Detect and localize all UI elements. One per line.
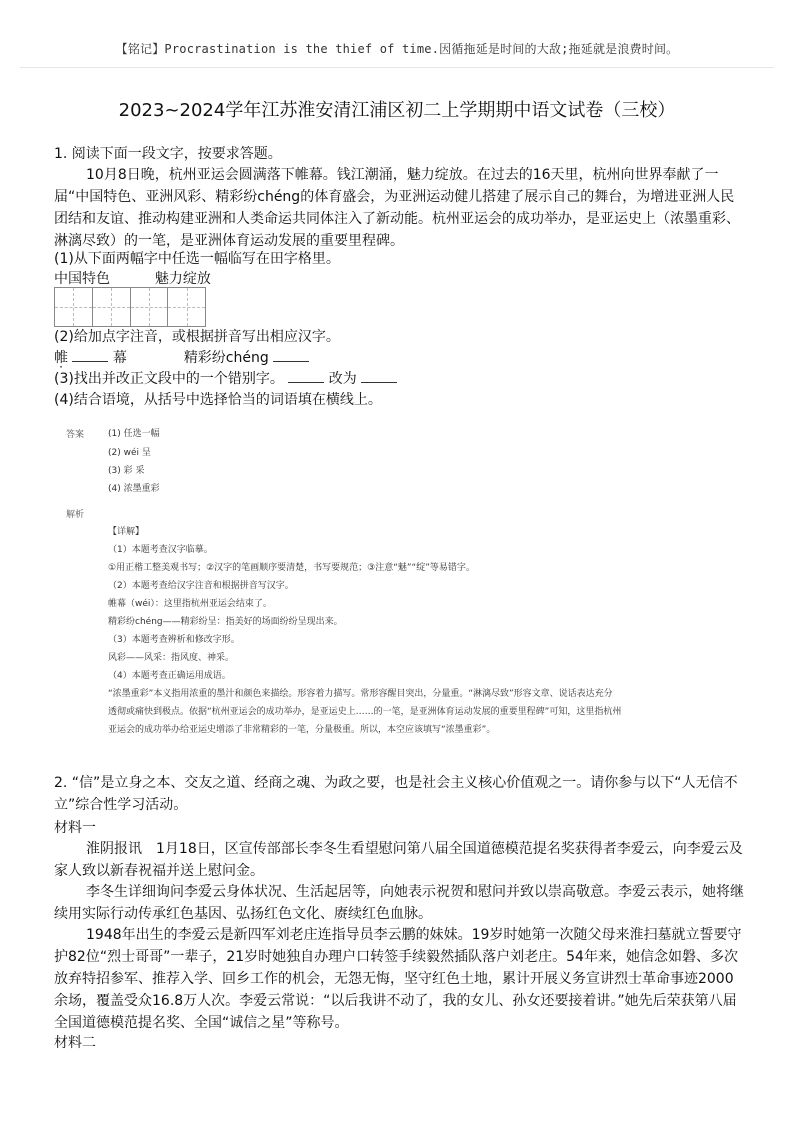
analysis-line: 亚运会的成功举办给亚运史增添了非常精彩的一笔，分量极重。所以，本空应该填写“浓墨重彩”。 <box>108 725 496 735</box>
grid-cell[interactable] <box>168 288 205 326</box>
grid-cell[interactable] <box>131 288 169 326</box>
motto-text: 【铭记】Procrastination is the thief of time.因循拖延是时间的大敌;拖延就是浪费时间。 <box>115 42 679 56</box>
answer-line-3: (3) 彩 采 <box>108 466 145 476</box>
exam-title: 2023~2024学年江苏淮安清江浦区初二上学期期中语文试卷（三校） <box>118 100 676 121</box>
q1-passage: 10月8日晚，杭州亚运会圆满落下帷幕。钱江潮涌，魅力绽放。在过去的16天里，杭州向世界奉献了一届“中国特色、亚洲风彩、精彩纷chéng的体育盛会，为亚洲运动健儿搭建了展示自己的舞台，为增进亚洲人民团结和友谊、推动构建亚洲和人类命运共同体注入了新动能。杭州亚运会的成功举办，是亚运史上（浓墨重彩、淋漓尽致）的一笔，是亚洲体育运动发展的重要里程碑。 <box>54 167 740 249</box>
analysis-line: 精彩纷chéng——精彩纷呈：指美好的场面纷纷呈现出来。 <box>108 617 343 627</box>
material-2-label: 材料二 <box>54 1035 96 1051</box>
answer-line-1: (1) 任选一幅 <box>108 429 160 439</box>
q1-sub3 <box>54 368 454 390</box>
analysis-line: “浓墨重彩”本义指用浓重的墨汁和颜色来描绘。形容着力描写。常形容醒目突出，分量重。“淋漓尽致”形容文章、说话表达充分 <box>108 689 613 699</box>
material-1-p3: 1948年出生的李爱云是新四军刘老庄连指导员李云鹏的妹妹。19岁时她第一次随父母来淮扫墓就立誓要守护82位“烈士哥哥”一辈子，21岁时她独自办理户口转签手续毅然插队落户刘老庄。54年来，她信念如磐、多次放弃特招参军、推荐入学、回乡工作的机会，无怨无悔，坚守红色土地，累计开展义务宣讲烈士革命事迹2000余场，覆盖受众16.8万人次。李爱云常说：“以后我讲不动了，我的女儿、孙女还要接着讲。”她先后荣获第八届全国道德模范提名奖、全国“诚信之星”等称号。 <box>54 927 742 1031</box>
q1-sub2-items <box>54 347 454 369</box>
answer-blank-4[interactable] <box>361 368 397 383</box>
sub2-char: 幕 <box>112 350 127 366</box>
analysis-line: 透彻或痛快到极点。依据“杭州亚运会的成功举办，是亚运史上……的一笔，是亚洲体育运动发展的重要里程碑”可知，这里指杭州 <box>108 707 622 717</box>
analysis-label: 解析 <box>66 510 85 520</box>
material-1-p2: 李冬生详细询问李爱云身体状况、生活起居等，向她表示祝贺和慰问并致以崇高敬意。李爱云表示，她将继续用实际行动传承红色基因、弘扬红色文化、赓续红色血脉。 <box>54 884 744 922</box>
analysis-line: （3）本题考查辨析和修改字形。 <box>108 635 240 645</box>
word-1: 中国特色 <box>54 271 110 287</box>
q2-intro: 2. “信”是立身之本、交友之道、经商之魂、为政之要，也是社会主义核心价值观之一。请你参与以下“人无信不立”综合性学习活动。 <box>54 775 738 813</box>
sub3-mid: 改为 <box>328 371 357 387</box>
tianzige-grid[interactable] <box>54 287 206 327</box>
answer-blank-1[interactable] <box>72 347 108 362</box>
analysis-line: 【详解】 <box>108 527 145 537</box>
q1-sub2: (2)给加点字注音，或根据拼音写出相应汉字。 <box>54 329 340 345</box>
material-1-p1: 淮阴报讯 1月18日，区宣传部部长李冬生看望慰问第八届全国道德模范提名奖获得者李爱云，向李爱云及家人致以新春祝福并送上慰问金。 <box>54 841 743 879</box>
answer-blank-3[interactable] <box>288 368 324 383</box>
header-divider <box>20 67 774 68</box>
sub3-text: (3)找出并改正文段中的一个错别字。 <box>54 371 284 387</box>
sub2-pinyin: 精彩纷chéng <box>183 350 269 366</box>
page-header <box>0 0 794 70</box>
q1-sub4: (4)结合语境，从括号中选择恰当的词语填在横线上。 <box>54 392 382 408</box>
q1-intro: 1. 阅读下面一段文字，按要求答题。 <box>54 146 282 162</box>
q1-sub1: (1)从下面两幅字中任选一幅临写在田字格里。 <box>54 251 340 267</box>
dotted-char: 帷 <box>54 350 68 366</box>
material-1-label: 材料一 <box>54 820 96 836</box>
analysis-line: （2）本题考查给汉字注音和根据拼音写汉字。 <box>108 581 294 591</box>
grid-cell[interactable] <box>93 288 131 326</box>
analysis-line: （1）本题考查汉字临摹。 <box>108 545 213 555</box>
answer-blank-2[interactable] <box>273 347 309 362</box>
grid-cell[interactable] <box>55 288 93 326</box>
word-2: 魅力绽放 <box>154 271 211 287</box>
analysis-line: 风彩——风采：指风度、神采。 <box>108 653 235 663</box>
answer-line-2: (2) wéi 呈 <box>108 448 151 458</box>
answer-line-4: (4) 浓墨重彩 <box>108 484 160 494</box>
analysis-line: 帷幕（wéi）：这里指杭州亚运会结束了。 <box>108 599 272 609</box>
analysis-line: （4）本题考查正确运用成语。 <box>108 671 231 681</box>
answer-label: 答案 <box>66 430 85 440</box>
analysis-line: ①用正楷工整美观书写；②汉字的笔画顺序要清楚，书写要规范；③注意“魅”“绽”等易错字。 <box>108 563 475 573</box>
